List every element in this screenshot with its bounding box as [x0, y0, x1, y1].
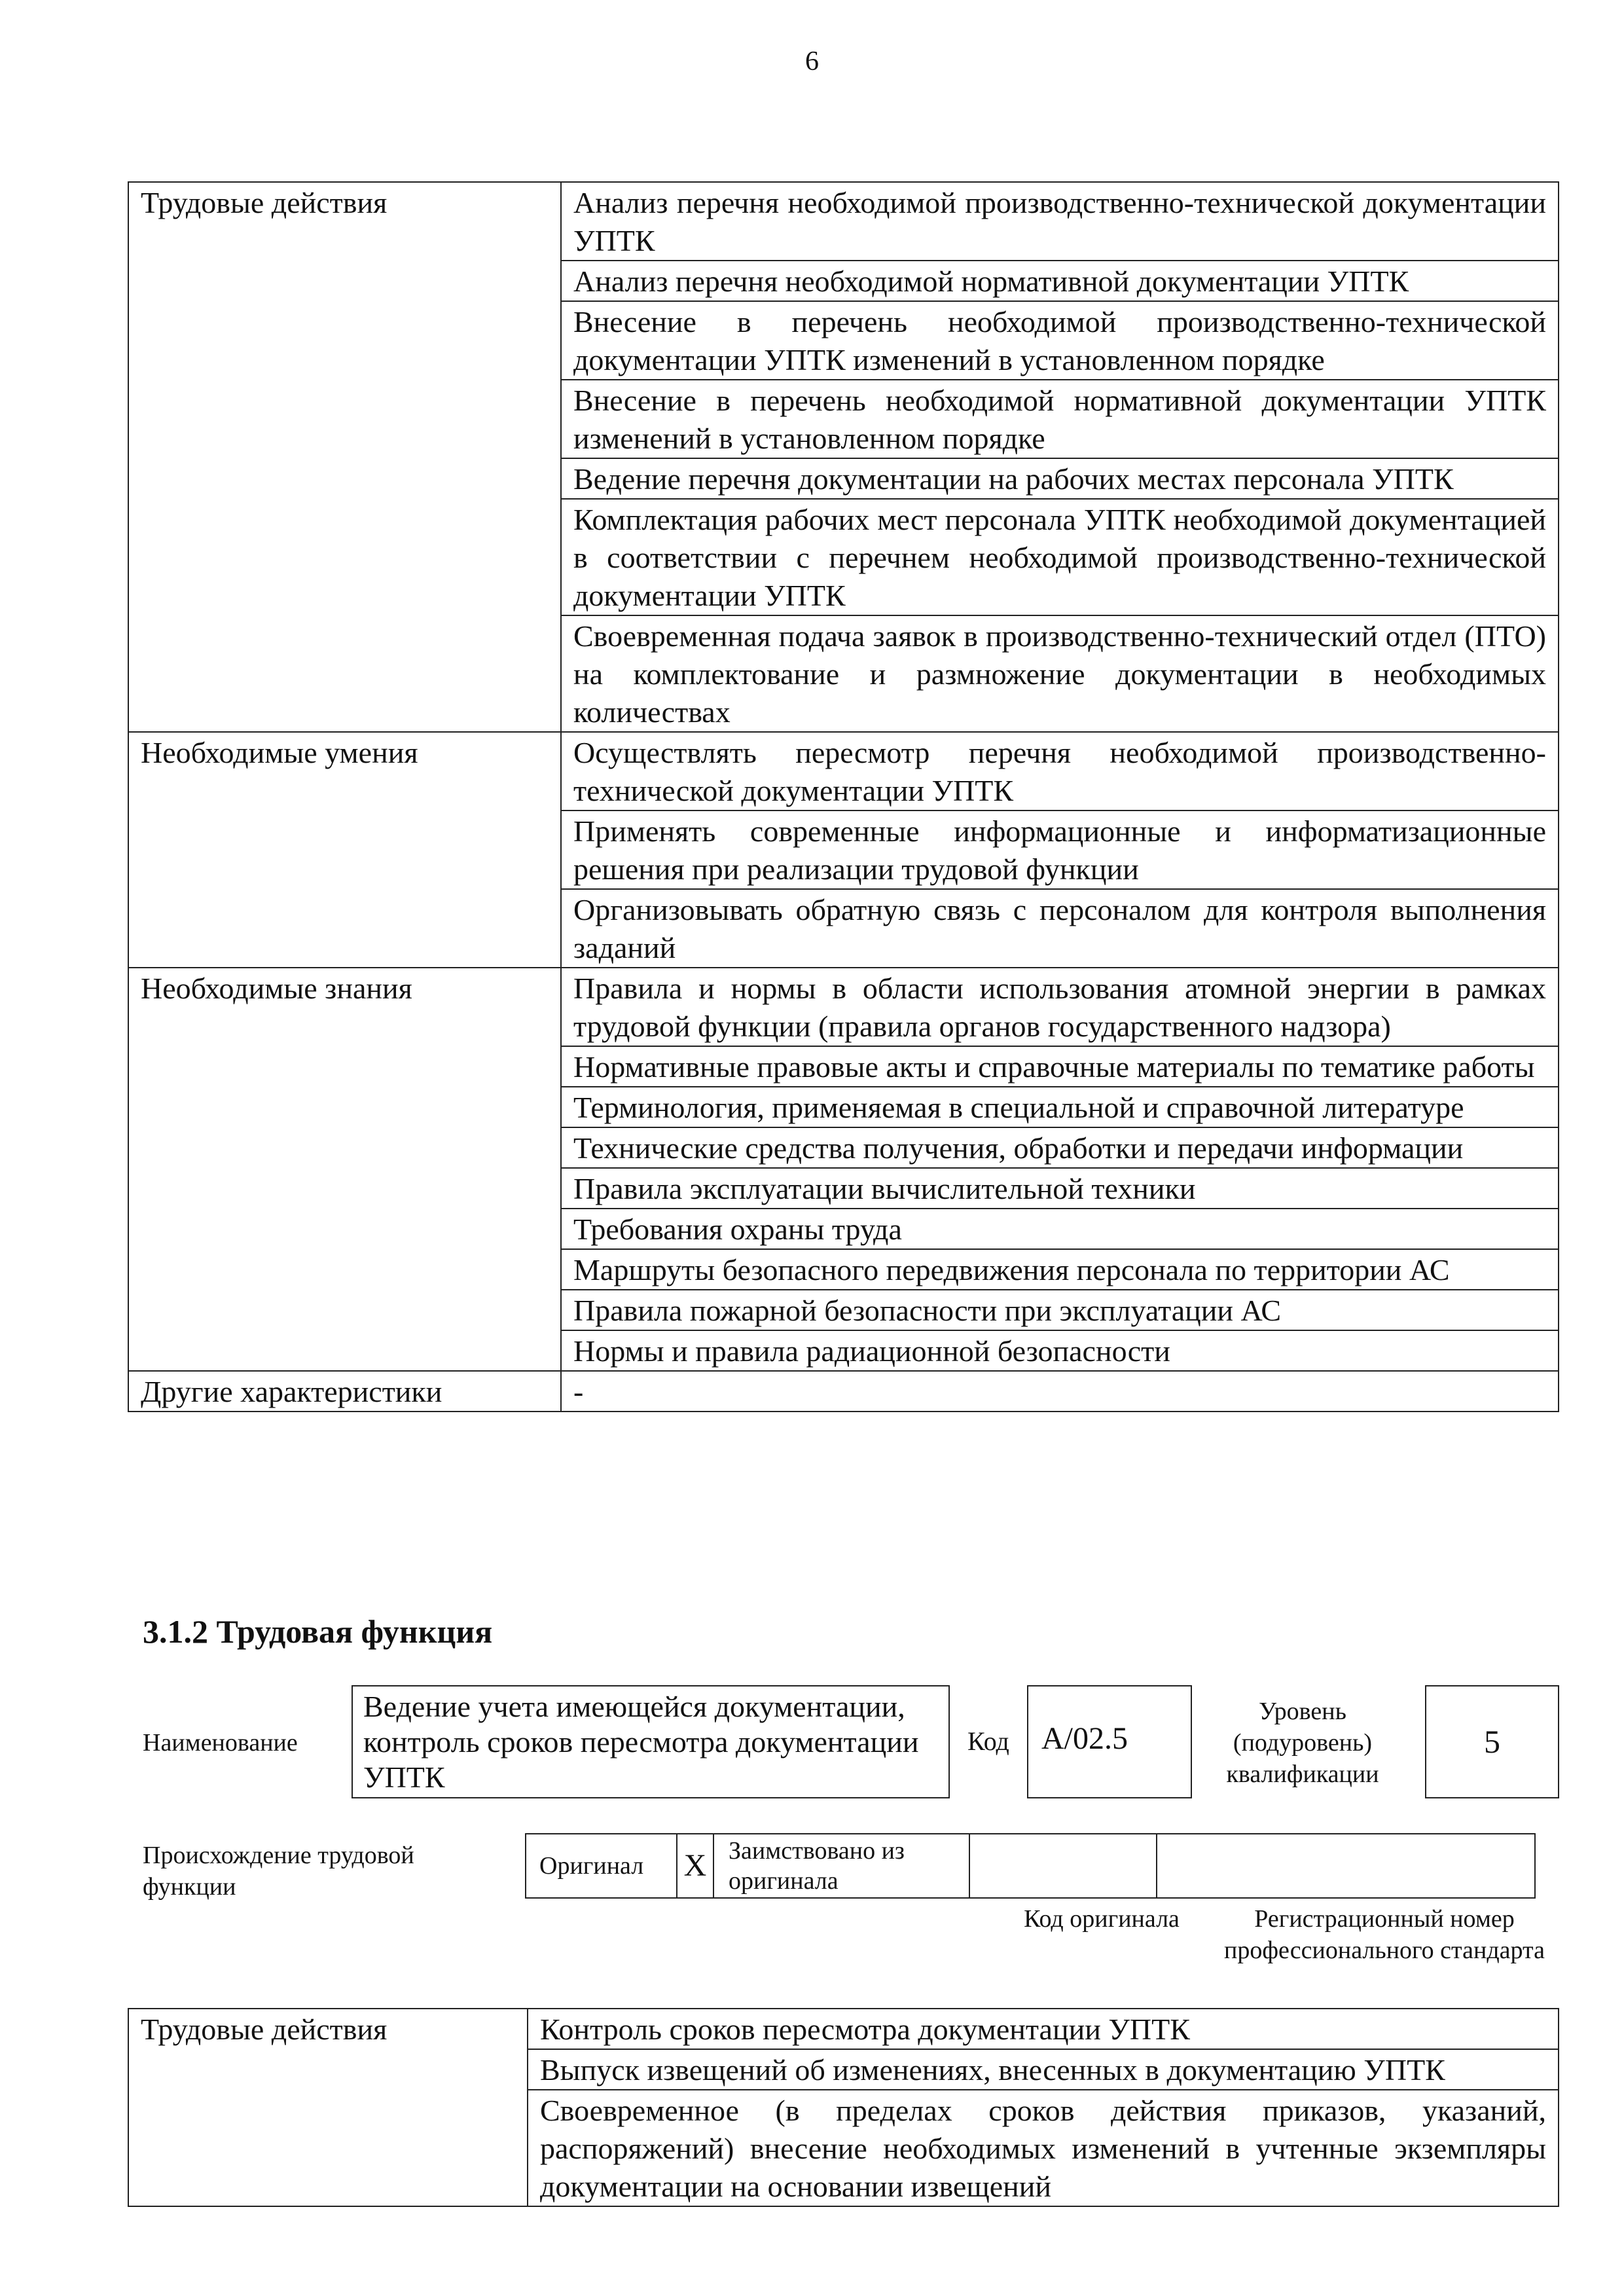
knowledge-item: Маршруты безопасного передвижения персонала по территории АС	[561, 1249, 1559, 1290]
knowledge-item: Правила и нормы в области использования атомной энергии в рамках трудовой функции (правила органов государственного надзора)	[561, 968, 1559, 1046]
reg-number-cell	[1157, 1834, 1535, 1898]
labor-action-item: Анализ перечня необходимой производственно-технической документации УПТК	[561, 182, 1559, 261]
labor-action-item: Контроль сроков пересмотра документации УПТК	[528, 2009, 1559, 2049]
skills-label: Необходимые умения	[128, 732, 561, 968]
origin-table	[525, 1833, 1536, 1899]
labor-action-item: Ведение перечня документации на рабочих местах персонала УПТК	[561, 458, 1559, 499]
reg-number-caption: Регистрационный номер профессионального стандарта	[1224, 1905, 1545, 1964]
labor-action-item: Внесение в перечень необходимой производственно-технической документации УПТК изменений в установленном порядке	[561, 301, 1559, 380]
table-row	[128, 732, 1559, 811]
page-number: 6	[805, 46, 819, 77]
other-characteristics-value: -	[561, 1371, 1559, 1412]
function-code-value: А/02.5	[1027, 1685, 1192, 1798]
section-heading: 3.1.2 Трудовая функция	[143, 1613, 493, 1650]
skill-item: Осуществлять пересмотр перечня необходимой производственно-технической документации УПТК	[561, 732, 1559, 811]
table-row	[128, 968, 1559, 1046]
labor-actions-label: Трудовые действия	[128, 182, 561, 732]
labor-function-table-1	[128, 181, 1559, 1412]
origin-code-cell	[969, 1834, 1157, 1898]
original-label: Оригинал	[526, 1834, 677, 1898]
labor-action-item: Своевременная подача заявок в производственно-технический отдел (ПТО) на комплектование и размножение документации в необходимых количествах	[561, 615, 1559, 732]
qualification-level-label: Уровень (подуровень) квалификации	[1226, 1698, 1379, 1788]
other-characteristics-label: Другие характеристики	[128, 1371, 561, 1412]
knowledge-label: Необходимые знания	[128, 968, 561, 1371]
labor-action-item: Анализ перечня необходимой нормативной документации УПТК	[561, 261, 1559, 301]
borrowed-label: Заимствовано из оригинала	[713, 1834, 969, 1898]
labor-action-item: Комплектация рабочих мест персонала УПТК необходимой документацией в соответствии с перечнем необходимой производственно-технической документации УПТК	[561, 499, 1559, 615]
labor-action-item: Своевременное (в пределах сроков действия приказов, указаний, распоряжений) внесение необходимых изменений в учтенные экземпляры документации на основании извещений	[528, 2090, 1559, 2206]
origin-code-caption: Код оригинала	[1024, 1905, 1180, 1933]
name-label: Наименование	[143, 1729, 298, 1757]
knowledge-item: Правила эксплуатации вычислительной техники	[561, 1168, 1559, 1209]
labor-function-table-2	[128, 2008, 1559, 2207]
function-name-value: Ведение учета имеющейся документации, контроль сроков пересмотра документации УПТК	[352, 1685, 950, 1798]
original-mark: Х	[677, 1834, 713, 1898]
table-row	[526, 1834, 1535, 1898]
table-row	[128, 2009, 1559, 2049]
knowledge-item: Требования охраны труда	[561, 1209, 1559, 1249]
labor-actions-label: Трудовые действия	[128, 2009, 528, 2206]
knowledge-item: Правила пожарной безопасности при эксплуатации АС	[561, 1290, 1559, 1330]
knowledge-item: Технические средства получения, обработки и передачи информации	[561, 1127, 1559, 1168]
skill-item: Организовывать обратную связь с персоналом для контроля выполнения заданий	[561, 889, 1559, 968]
qualification-level-value: 5	[1425, 1685, 1559, 1798]
knowledge-item: Терминология, применяемая в специальной и справочной литературе	[561, 1087, 1559, 1127]
knowledge-item: Нормативные правовые акты и справочные материалы по тематике работы	[561, 1046, 1559, 1087]
origin-label: Происхождение трудовой функции	[143, 1842, 414, 1901]
code-label: Код	[967, 1726, 1009, 1756]
knowledge-item: Нормы и правила радиационной безопасности	[561, 1330, 1559, 1371]
skill-item: Применять современные информационные и информатизационные решения при реализации трудовой функции	[561, 811, 1559, 889]
labor-action-item: Внесение в перечень необходимой нормативной документации УПТК изменений в установленном порядке	[561, 380, 1559, 458]
table-row	[128, 182, 1559, 261]
labor-action-item: Выпуск извещений об изменениях, внесенных в документацию УПТК	[528, 2049, 1559, 2090]
table-row	[128, 1371, 1559, 1412]
